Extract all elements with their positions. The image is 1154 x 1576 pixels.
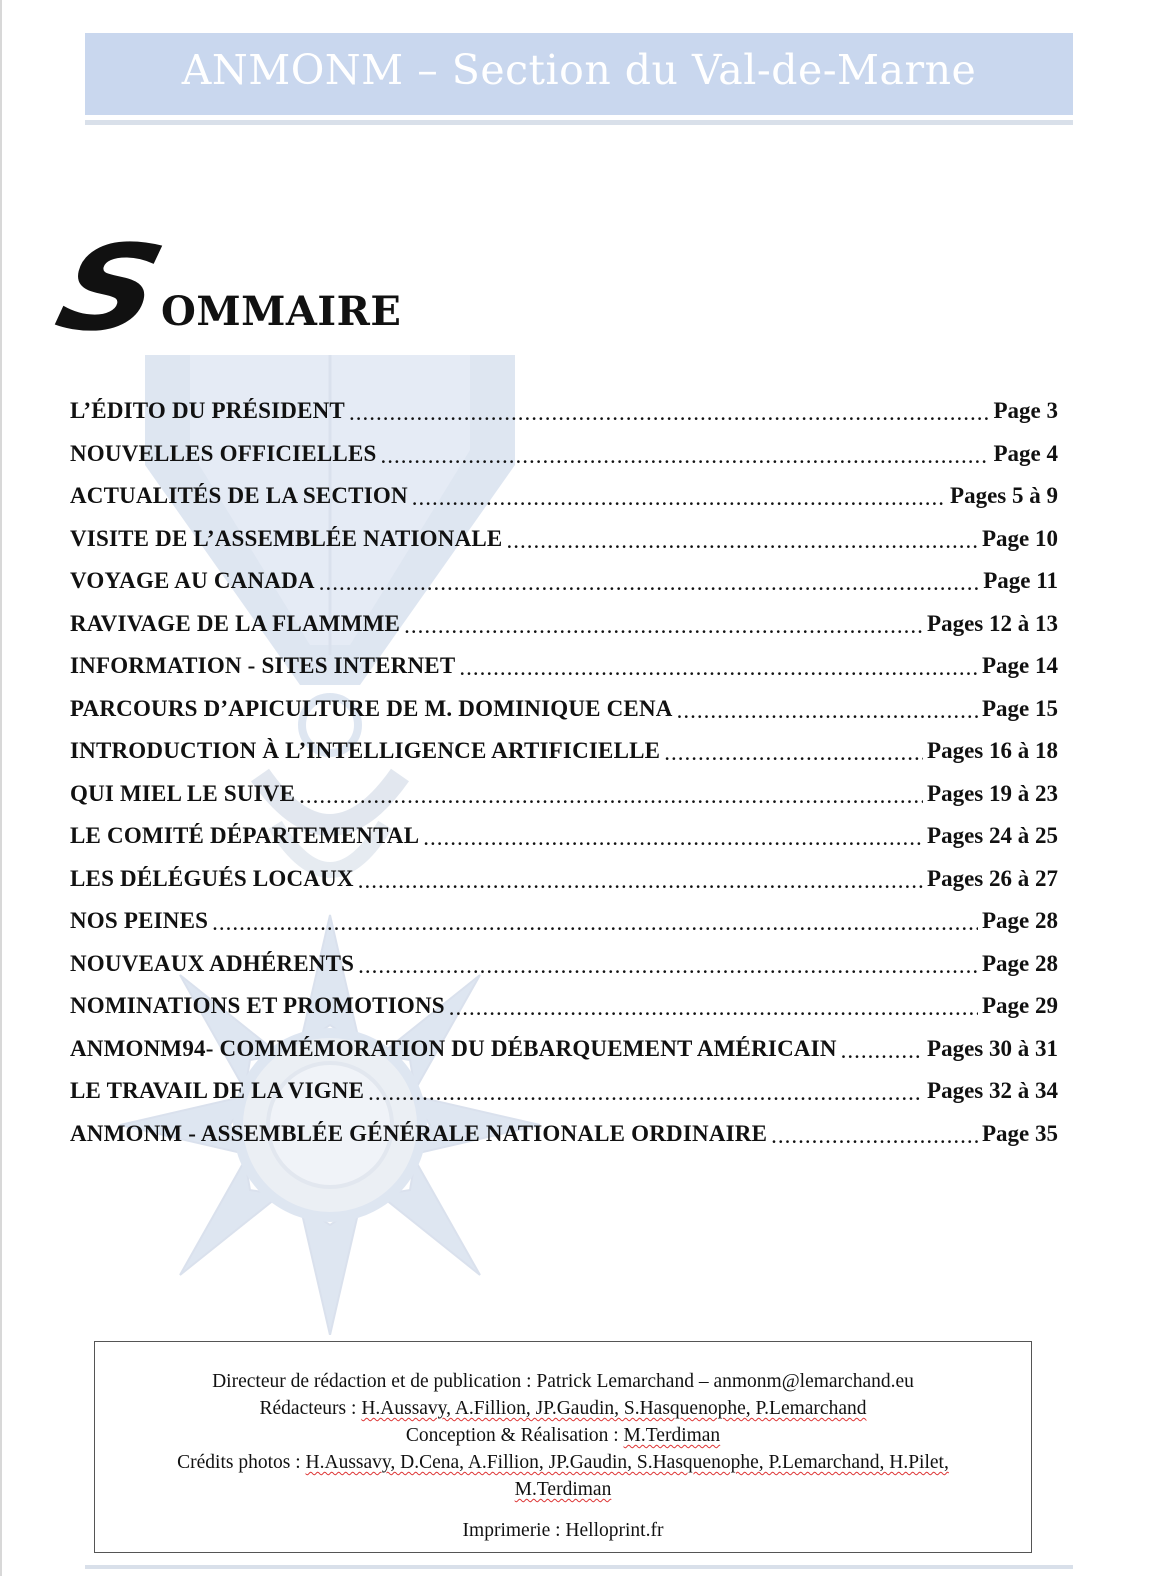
toc-label: LES DÉLÉGUÉS LOCAUX [70,865,354,891]
toc-page: Page 14 [981,653,1058,679]
toc-row[interactable] [70,518,1058,561]
toc-leader [841,1037,923,1065]
toc-page: Pages 16 à 18 [927,738,1058,764]
toc-label: INTRODUCTION À L’INTELLIGENCE ARTIFICIELLE [70,738,661,764]
toc-row[interactable] [70,985,1058,1028]
toc-label: NOS PEINES [70,908,209,934]
toc-label: QUI MIEL LE SUIVE [70,780,296,806]
toc-label: PARCOURS D’APICULTURE DE M. DOMINIQUE CENA [70,695,673,721]
toc-page: Pages 5 à 9 [950,483,1058,509]
toc-row[interactable] [70,645,1058,688]
toc-label: VOYAGE AU CANADA [70,568,315,594]
credits-box [94,1341,1032,1553]
toc-label: LE TRAVAIL DE LA VIGNE [70,1078,365,1104]
toc-row[interactable] [70,858,1058,901]
toc-leader [319,569,980,597]
toc-page: Page 28 [981,950,1058,976]
toc-label: VISITE DE L’ASSEMBLÉE NATIONALE [70,525,503,551]
credits-redacteurs-label: Rédacteurs : [259,1398,362,1419]
credits-conception: M.Terdiman [623,1425,721,1446]
toc-row[interactable] [70,815,1058,858]
credits-director: Directeur de rédaction et de publication : Patrick Lemarchand – anmonm@lemarchand.eu [212,1371,914,1392]
toc-label: NOMINATIONS ET PROMOTIONS [70,993,445,1019]
credits-redacteurs: H.Aussavy, A.Fillion, JP.Gaudin, S.Hasquenophe, P.Lemarchand [361,1398,867,1419]
toc-row[interactable] [70,943,1058,986]
credits-photos: H.Aussavy, D.Cena, A.Fillion, JP.Gaudin, S.Hasquenophe, P.Lemarchand, H.Pilet, [305,1452,949,1473]
toc-label: ACTUALITÉS DE LA SECTION [70,483,408,509]
toc-leader [412,484,946,512]
credits-photos-line [95,1449,1031,1476]
toc-leader [368,1079,923,1107]
toc-leader [349,399,990,427]
toc-row[interactable] [70,900,1058,943]
toc-page: Page 3 [993,398,1058,424]
credits-photos-cont-line [95,1476,1031,1503]
credits-conception-line [95,1422,1031,1449]
toc-leader [506,527,978,555]
header-title: ANMONM – Section du Val-de-Marne [181,46,977,94]
toc-leader [677,697,978,725]
toc-page: Page 10 [981,525,1058,551]
toc-page: Page 15 [981,695,1058,721]
toc-row[interactable] [70,1028,1058,1071]
credits-spacer [95,1503,1031,1517]
credits-photos-cont: M.Terdiman [514,1479,612,1500]
toc-leader [449,994,978,1022]
toc-row[interactable] [70,560,1058,603]
toc-page: Pages 24 à 25 [927,823,1058,849]
toc-page: Pages 30 à 31 [927,1035,1058,1061]
sommaire-rest: OMMAIRE [161,288,402,335]
toc-row[interactable] [70,1113,1058,1156]
toc-row[interactable] [70,688,1058,731]
toc-page: Page 29 [981,993,1058,1019]
toc-label: INFORMATION - SITES INTERNET [70,653,456,679]
toc-leader [380,442,989,470]
toc-leader [459,654,978,682]
sommaire-heading [44,219,402,357]
toc-page: Page 35 [981,1120,1058,1146]
credits-photos-label: Crédits photos : [177,1452,306,1473]
table-of-contents [70,390,1058,1155]
toc-page: Page 4 [993,440,1058,466]
toc-leader [664,739,923,767]
toc-row[interactable] [70,603,1058,646]
toc-page: Pages 32 à 34 [927,1078,1058,1104]
toc-label: ANMONM - ASSEMBLÉE GÉNÉRALE NATIONALE ORDINAIRE [70,1120,768,1146]
credits-conception-label: Conception & Réalisation : [405,1425,624,1446]
toc-page: Page 28 [981,908,1058,934]
toc-label: NOUVEAUX ADHÉRENTS [70,950,355,976]
header-band [85,33,1073,115]
toc-page: Pages 19 à 23 [927,780,1058,806]
toc-label: ANMONM94- COMMÉMORATION DU DÉBARQUEMENT AMÉRICAIN [70,1035,837,1061]
bottom-rule [85,1565,1073,1569]
toc-label: LE COMITÉ DÉPARTEMENTAL [70,823,420,849]
toc-row[interactable] [70,475,1058,518]
credits-imprimerie: Imprimerie : Helloprint.fr [462,1520,664,1541]
toc-leader [771,1122,978,1150]
toc-label: RAVIVAGE DE LA FLAMMME [70,610,401,636]
toc-row[interactable] [70,433,1058,476]
toc-leader [358,952,978,980]
toc-row[interactable] [70,1070,1058,1113]
toc-page: Pages 26 à 27 [927,865,1058,891]
toc-label: NOUVELLES OFFICIELLES [70,440,377,466]
toc-leader [299,782,923,810]
toc-label: L’ÉDITO DU PRÉSIDENT [70,398,345,424]
sommaire-initial: S [44,219,177,357]
toc-page: Pages 12 à 13 [927,610,1058,636]
toc-row[interactable] [70,390,1058,433]
toc-leader [423,824,923,852]
header-rule [85,120,1073,125]
toc-row[interactable] [70,730,1058,773]
toc-leader [212,909,978,937]
toc-leader [358,867,923,895]
credits-redacteurs-line [95,1395,1031,1422]
toc-row[interactable] [70,773,1058,816]
toc-leader [404,612,923,640]
toc-page: Page 11 [983,568,1058,594]
